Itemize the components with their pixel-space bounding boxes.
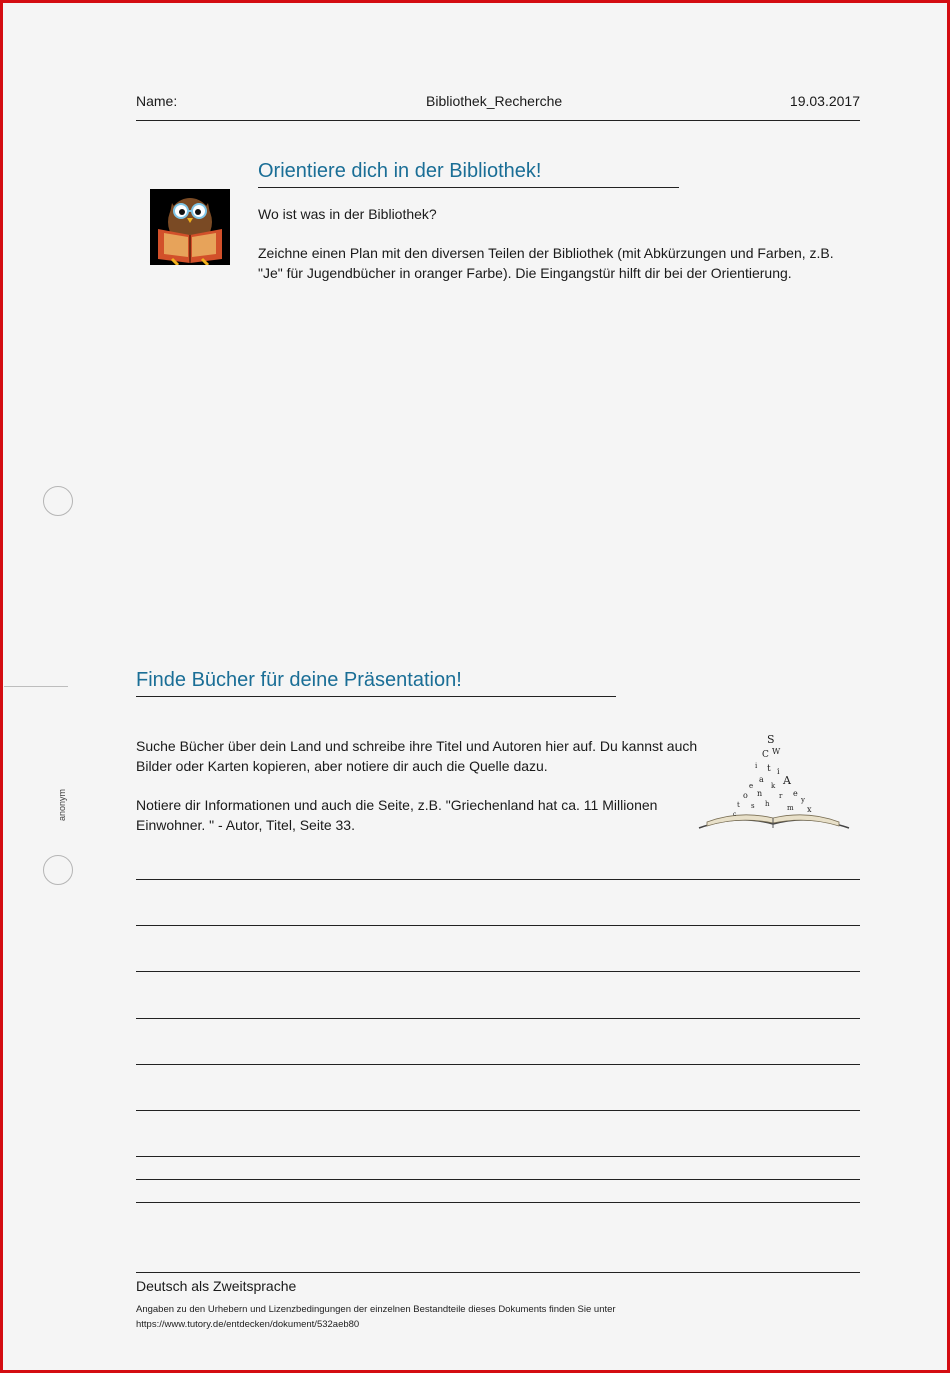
writing-line[interactable] xyxy=(136,1064,860,1065)
writing-line[interactable] xyxy=(136,1110,860,1111)
svg-text:m: m xyxy=(787,804,794,812)
writing-line[interactable] xyxy=(136,971,860,972)
owl-reading-book-icon xyxy=(150,189,230,265)
svg-text:e: e xyxy=(793,789,798,798)
svg-text:c: c xyxy=(733,811,737,818)
svg-text:o: o xyxy=(743,791,748,800)
section2-paragraph1: Suche Bücher über dein Land und schreibe ihre Titel und Autoren hier auf. Du kannst auch Bilder oder Karten kopieren, aber notiere dir auch die Quelle dazu. xyxy=(136,738,698,774)
open-book-flying-letters-icon xyxy=(697,730,852,840)
svg-text:k: k xyxy=(771,782,776,790)
section2-paragraph2: Notiere dir Informationen und auch die Seite, z.B. "Griechenland hat ca. 11 Millionen Einwohner. " - Autor, Titel, Seite 33. xyxy=(136,797,658,833)
writing-line[interactable] xyxy=(136,1202,860,1203)
svg-text:C: C xyxy=(762,750,769,760)
header-rule xyxy=(136,120,860,121)
footer-subject: Deutsch als Zweitsprache xyxy=(136,1278,297,1294)
svg-text:s: s xyxy=(751,802,755,810)
section1-heading-rule xyxy=(258,187,679,188)
svg-text:t: t xyxy=(737,801,740,809)
writing-line[interactable] xyxy=(136,1018,860,1019)
svg-text:y: y xyxy=(801,796,805,804)
svg-text:i: i xyxy=(755,762,758,770)
svg-text:S: S xyxy=(767,733,775,746)
svg-text:W: W xyxy=(772,747,781,756)
footer-license-line1: Angaben zu den Urhebern und Lizenzbedingungen der einzelnen Bestandteile dieses Dokuments finden Sie unter xyxy=(136,1304,616,1315)
section2-heading-rule xyxy=(136,696,616,697)
section1-instruction: Zeichne einen Plan mit den diversen Teilen der Bibliothek (mit Abkürzungen und Farben, z.B. "Je" für Jugendbücher in oranger Farbe). Die Eingangstür hilft dir bei der Orientierung. xyxy=(258,245,834,281)
writing-line[interactable] xyxy=(136,1179,860,1180)
svg-text:A: A xyxy=(783,774,791,787)
footer-rule xyxy=(136,1272,860,1273)
svg-text:r: r xyxy=(779,792,783,800)
side-label: anonym xyxy=(57,788,67,822)
section1-question: Wo ist was in der Bibliothek? xyxy=(258,206,437,222)
writing-line[interactable] xyxy=(136,1156,860,1157)
svg-text:a: a xyxy=(759,775,764,784)
writing-line[interactable] xyxy=(136,879,860,880)
footer-license-link[interactable]: https://www.tutory.de/entdecken/dokument/532aeb80 xyxy=(136,1319,360,1330)
name-label: Name: xyxy=(136,93,178,109)
svg-text:h: h xyxy=(765,800,770,808)
writing-line[interactable] xyxy=(136,925,860,926)
document-date: 19.03.2017 xyxy=(789,93,860,109)
section1-heading: Orientiere dich in der Bibliothek! xyxy=(258,160,542,182)
svg-text:i: i xyxy=(777,767,780,776)
svg-text:e: e xyxy=(749,782,754,790)
section2-heading: Finde Bücher für deine Präsentation! xyxy=(136,669,462,691)
svg-text:n: n xyxy=(757,789,763,798)
punch-hole-bottom xyxy=(43,855,73,885)
punch-hole-top xyxy=(43,486,73,516)
document-title: Bibliothek_Recherche xyxy=(426,93,563,109)
svg-text:x: x xyxy=(807,805,812,814)
fold-mark xyxy=(4,686,68,687)
svg-text:t: t xyxy=(767,764,771,774)
